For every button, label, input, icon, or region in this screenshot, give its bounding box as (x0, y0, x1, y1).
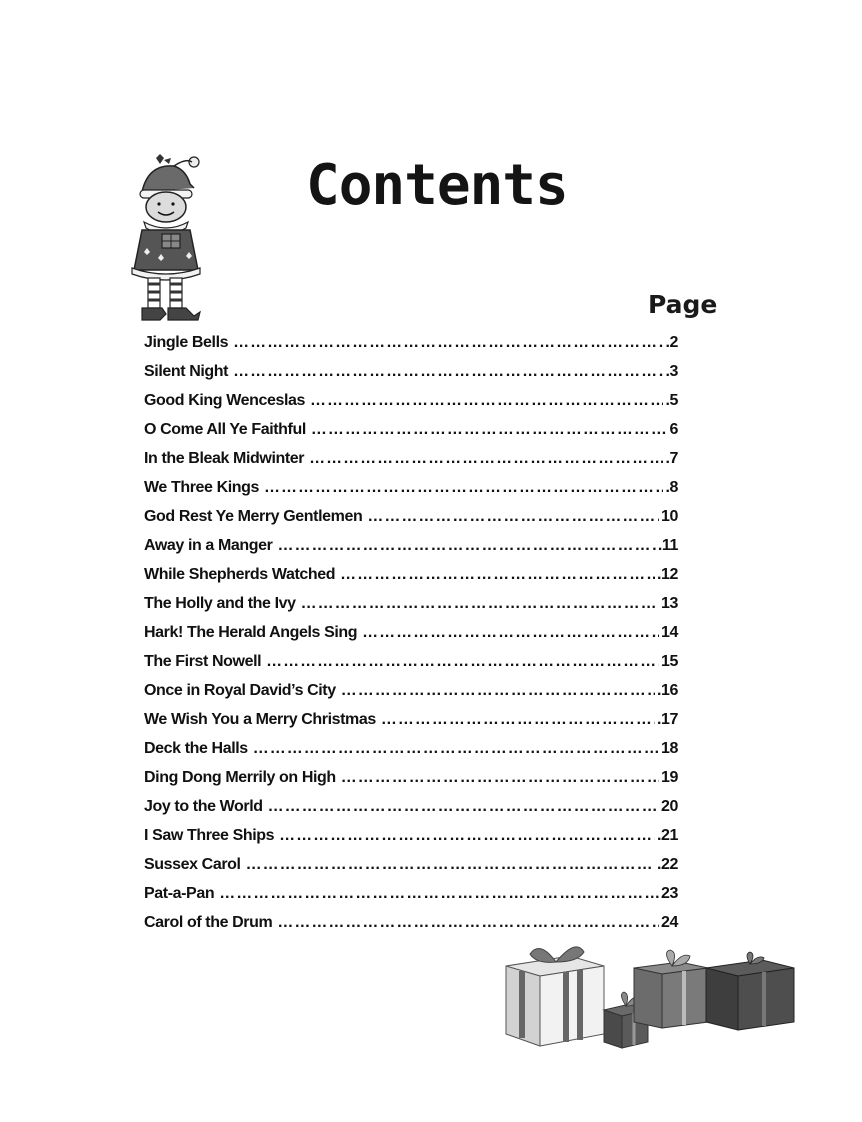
toc-entry[interactable] (144, 392, 678, 421)
toc-entry-title: Jingle Bells (144, 334, 229, 351)
toc-entry-page: .12 (656, 566, 678, 583)
toc-entry[interactable] (144, 363, 678, 392)
toc-entry[interactable] (144, 653, 678, 682)
toc-entry-title: Good King Wenceslas (144, 392, 306, 409)
toc-entry-page: .16 (656, 682, 678, 699)
toc-entry-title: The Holly and the Ivy (144, 595, 296, 612)
toc-entry-page: .22 (656, 856, 678, 873)
toc-entry-page: .5 (665, 392, 678, 409)
dot-leader (341, 682, 655, 700)
contents-list (144, 334, 678, 943)
dot-leader (311, 421, 668, 439)
toc-entry-title: Once in Royal David’s City (144, 682, 336, 699)
toc-entry-title: Away in a Manger (144, 537, 273, 554)
toc-entry-title: While Shepherds Watched (144, 566, 336, 583)
toc-entry-page: 24 (661, 914, 678, 931)
toc-entry[interactable] (144, 711, 678, 740)
toc-entry-title: Deck the Halls (144, 740, 248, 757)
toc-entry-title: Ding Dong Merrily on High (144, 769, 336, 786)
toc-entry[interactable] (144, 798, 678, 827)
toc-entry-page: .7 (665, 450, 678, 467)
toc-entry-title: Silent Night (144, 363, 229, 380)
toc-entry-title: I Saw Three Ships (144, 827, 275, 844)
elf-icon (128, 152, 208, 327)
dot-leader (277, 914, 659, 932)
toc-entry-page: .17 (656, 711, 678, 728)
toc-entry-page: 10 (661, 508, 678, 525)
toc-entry[interactable] (144, 566, 678, 595)
dot-leader (362, 624, 659, 642)
toc-entry[interactable] (144, 479, 678, 508)
dot-leader (279, 827, 655, 845)
dot-leader (381, 711, 655, 729)
toc-entry-title: We Three Kings (144, 479, 260, 496)
dot-leader (264, 479, 663, 497)
toc-entry-title: God Rest Ye Merry Gentlemen (144, 508, 363, 525)
toc-entry-page: .3 (665, 363, 678, 380)
toc-entry[interactable] (144, 769, 678, 798)
toc-entry-title: Joy to the World (144, 798, 263, 815)
toc-entry-title: We Wish You a Merry Christmas (144, 711, 376, 728)
dot-leader (367, 508, 659, 526)
toc-entry-page: 13 (661, 595, 678, 612)
toc-entry[interactable] (144, 885, 678, 914)
toc-entry[interactable] (144, 508, 678, 537)
toc-entry[interactable] (144, 421, 678, 450)
toc-entry-page: .8 (665, 479, 678, 496)
toc-entry[interactable] (144, 856, 678, 885)
page-column-header: Page (648, 290, 718, 319)
toc-entry[interactable] (144, 537, 678, 566)
toc-entry-page: 20 (661, 798, 678, 815)
dot-leader (277, 537, 655, 555)
dot-leader (309, 450, 663, 468)
toc-entry-page: .21 (656, 827, 678, 844)
toc-entry-page: 19 (661, 769, 678, 786)
dot-leader (341, 769, 659, 787)
toc-entry[interactable] (144, 682, 678, 711)
page-title: Contents (306, 153, 568, 218)
dot-leader (219, 885, 659, 903)
toc-entry-title: Pat-a-Pan (144, 885, 215, 902)
toc-entry-page: .2 (665, 334, 678, 351)
dot-leader (246, 856, 655, 874)
toc-entry-title: Sussex Carol (144, 856, 241, 873)
toc-entry-page: 23 (661, 885, 678, 902)
toc-entry-page: 6 (669, 421, 678, 438)
toc-entry-page: 15 (661, 653, 678, 670)
toc-entry-title: O Come All Ye Faithful (144, 421, 306, 438)
toc-entry[interactable] (144, 740, 678, 769)
toc-entry-title: In the Bleak Midwinter (144, 450, 305, 467)
toc-entry-title: Hark! The Herald Angels Sing (144, 624, 358, 641)
dot-leader (268, 798, 659, 816)
dot-leader (301, 595, 659, 613)
toc-entry[interactable] (144, 450, 678, 479)
toc-entry[interactable] (144, 334, 678, 363)
toc-entry[interactable] (144, 624, 678, 653)
toc-entry-page: 14 (661, 624, 678, 641)
toc-entry-title: Carol of the Drum (144, 914, 273, 931)
dot-leader (310, 392, 663, 410)
gift-boxes-icon (500, 938, 800, 1056)
dot-leader (233, 334, 663, 352)
dot-leader (266, 653, 659, 671)
dot-leader (253, 740, 659, 758)
toc-entry-title: The First Nowell (144, 653, 262, 670)
toc-entry-page: .11 (657, 537, 678, 554)
toc-entry[interactable] (144, 827, 678, 856)
dot-leader (340, 566, 655, 584)
toc-entry-page: 18 (661, 740, 678, 757)
dot-leader (233, 363, 663, 381)
toc-entry[interactable] (144, 595, 678, 624)
